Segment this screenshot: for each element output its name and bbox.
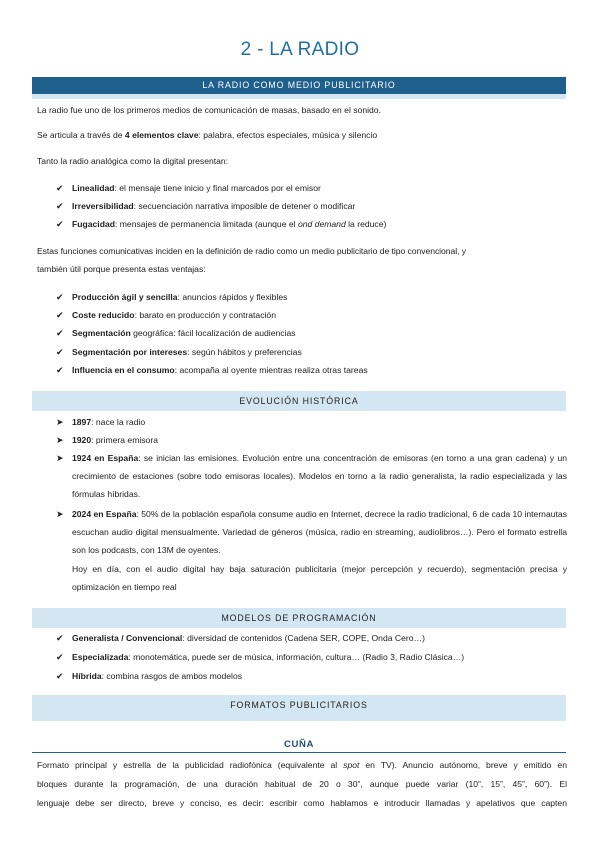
section-heading-evolucion: EVOLUCIÓN HISTÓRICA [32,391,566,411]
section-heading-formatos: FORMATOS PUBLICITARIOS [32,695,566,721]
section-heading-modelos: MODELOS DE PROGRAMACIÓN [32,608,566,628]
cuna-line-3: lenguaje debe ser directo, breve y conciso, es decir: escribir como hablamos e introducir llamadas y apelativos que capten [37,798,567,808]
intro-paragraph-1: La radio fue uno de los primeros medios de comunicación de masas, basado en el sonido. [37,105,381,115]
check-icon: ✔ [56,347,64,357]
check-icon: ✔ [56,671,64,681]
check-icon: ✔ [56,310,64,320]
check-icon: ✔ [56,365,64,375]
arrow-icon: ➤ [56,453,64,463]
arrow-icon: ➤ [56,417,64,427]
subsection-divider [32,752,566,753]
intro-paragraph-3: Tanto la radio analógica como la digital presentan: [37,156,229,166]
check-icon: ✔ [56,219,64,229]
check-icon: ✔ [56,633,64,643]
page-title: 2 - LA RADIO [240,39,360,60]
arrow-icon: ➤ [56,435,64,445]
check-icon: ✔ [56,201,64,211]
arrow-icon: ➤ [56,509,64,519]
document-page: 2 - LA RADIO LA RADIO COMO MEDIO PUBLICITARIO La radio fue uno de los primeros medios de comunicación de masas, basado en el sonido. Se articula a través de 4 elementos clave: palabra, efectos especiales, música y silencio Tanto la radio analógica como la digital presentan: ✔ Linealidad: el mensaje tiene inicio y final marcados por el emisor ✔ Irreversibilidad: secuenciación narrativa imposible de detener o modificar ✔ Fugacidad: mensajes de permanencia limitada (aunque el ond demand la reduce) Estas funciones comunicativas inciden en la definición de radio como un medio publicitario de tipo convencional, y también útil porque presenta estas ventajas: ✔ Producción ágil y sencilla: anuncios rápidos y flexibles ✔ Coste reducido: barato en producción y contratación ✔ Segmentación geográfica: fácil localización de audiencias ✔ Segmentación por intereses: según hábitos y preferencias ✔ Influencia en el consumo: acompaña al oyente mientras realiza otras tareas EVOLUCIÓN HISTÓRICA ➤ 1897: nace la radio ➤ 1920: primera emisora ➤ 1924 en España: se inician las emisiones. Evolución entre una concentración de emisoras (en torno a una gran cadena) y un crecimiento de estaciones (sobre todo emisoras locales). Modelos en torno a la radio generalista, la radio especializada y las fórmulas híbridas. ➤ 2024 en España: 50% de la población española consume audio en Internet, decrece la radio tradicional, 6 de cada 10 internautas escuchan audio digital mensualmente. Variedad de géneros (música, radio en streaming, audiolibros…). Pero el formato estrella son los podcasts, con 13M de oyentes. Hoy en día, con el audio digital hay baja saturación publicitaria (mejor percepción y recuerdo), segmentación precisa y optimización en tiempo real MODELOS DE PROGRAMACIÓN ✔ Generalista / Convencional: diversidad de contenidos (Cadena SER, COPE, Onda Cero…) ✔ Especializada: monotemática, puede ser de música, información, cultura… (Radio 3, Radio Clásica…) ✔ Híbrida: combina rasgos de ambos modelos FORMATOS PUBLICITARIOS CUÑA Formato principal y estrella de la publicidad radiofónica (equivalente al spot en TV). Anuncio autónomo, breve y emitido en bloques durante la programación, de una duración habitual de 20 o 30”, aunque puede variar (10”, 15”, 45”, 60”). El lenguaje debe ser directo, breve y conciso, es decir: escribir como hablamos e introducir llamadas y apelativos que capten [0,0,600,848]
cuna-line-1: Formato principal y estrella de la publicidad radiofónica (equivalente al spot en TV). Anuncio autónomo, breve y emitido en [37,760,567,770]
check-icon: ✔ [56,292,64,302]
check-icon: ✔ [56,183,64,193]
cuna-line-2: bloques durante la programación, de una duración habitual de 20 o 30”, aunque puede variar (10”, 15”, 45”, 60”). El [37,779,567,789]
advantages-intro-line-1: Estas funciones comunicativas inciden en la definición de radio como un medio publicitario de tipo convencional, y [37,246,467,256]
intro-paragraph-2: Se articula a través de 4 elementos clave: palabra, efectos especiales, música y silencio [37,130,378,140]
check-icon: ✔ [56,652,64,662]
check-icon: ✔ [56,328,64,338]
section-heading-radio-medio: LA RADIO COMO MEDIO PUBLICITARIO [32,77,566,99]
advantages-intro-line-2: también útil porque presenta estas ventajas: [37,264,206,274]
subsection-heading-cuna: CUÑA [283,739,315,750]
